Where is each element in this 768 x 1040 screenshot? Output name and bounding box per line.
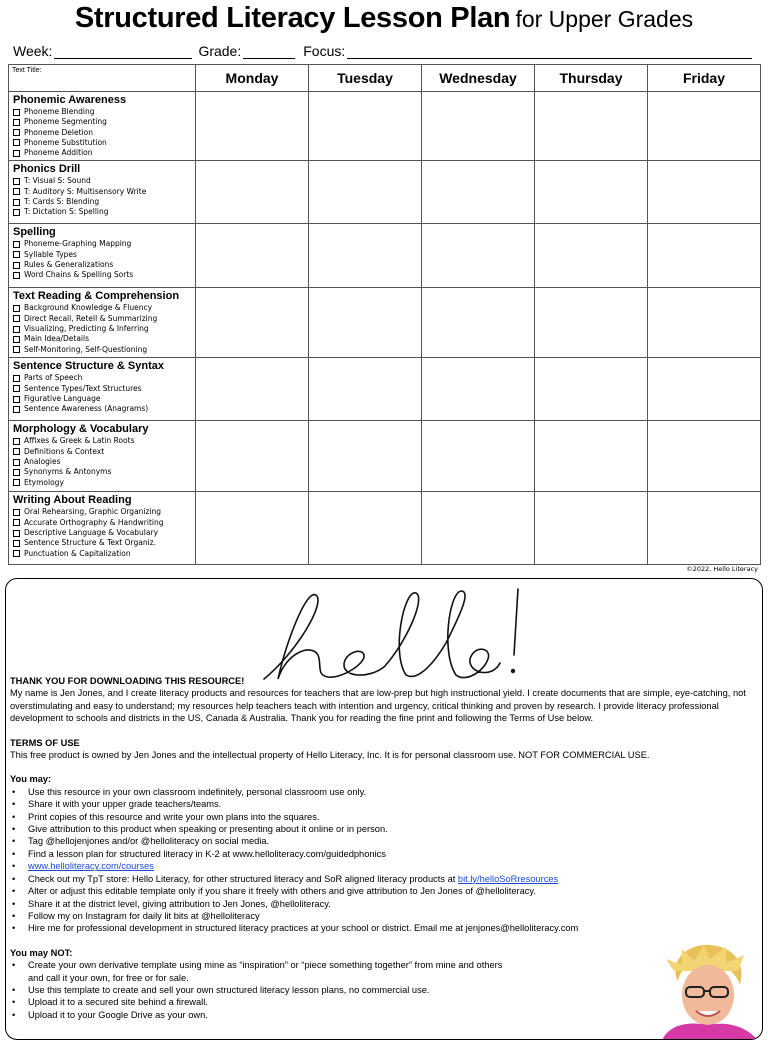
checkbox-icon[interactable] (13, 262, 20, 269)
checkbox-icon[interactable] (13, 199, 20, 206)
week-field[interactable] (54, 46, 192, 59)
checklist-item: Oral Rehearsing, Graphic Organizing (13, 507, 191, 517)
category-cell (9, 358, 196, 421)
plan-cell[interactable] (196, 224, 309, 288)
lesson-plan-table (8, 64, 761, 565)
checklist-item: Synonyms & Antonyms (13, 467, 191, 477)
focus-label: Focus: (303, 43, 346, 59)
day-header: Friday (648, 65, 761, 92)
checklist-item: Definitions & Context (13, 447, 191, 457)
plan-cell[interactable] (309, 224, 422, 288)
plan-cell[interactable] (648, 421, 761, 492)
list-item: • Find a lesson plan for structured literacy in K-2 at www.helloliteracy.com/guidedphonics (10, 848, 755, 860)
focus-field[interactable] (347, 46, 752, 59)
plan-cell[interactable] (535, 492, 648, 565)
plan-cell[interactable] (535, 421, 648, 492)
checklist-item: T: Auditory S: Multisensory Write (13, 187, 191, 197)
checklist-item: Self-Monitoring, Self-Questioning (13, 345, 191, 355)
plan-cell[interactable] (309, 358, 422, 421)
list-item: • Tag @hellojenjones and/or @helloliteracy on social media. (10, 835, 755, 847)
you-may-list (10, 786, 755, 935)
tpt-store-link[interactable]: bit.ly/helloSoRresources (457, 873, 559, 884)
checkbox-icon[interactable] (13, 188, 20, 195)
category-cell (9, 161, 196, 224)
table-row (9, 421, 761, 492)
list-item: • Share it at the district level, giving attribution to Jen Jones, @helloliteracy. (10, 898, 755, 910)
day-header: Thursday (535, 65, 648, 92)
plan-cell[interactable] (648, 224, 761, 288)
checklist-item: Figurative Language (13, 394, 191, 404)
category-heading: Sentence Structure & Syntax (13, 360, 164, 373)
list-item: • Check out my TpT store: Hello Literacy, for other structured literacy and SoR aligned literacy products at bit.ly/helloSoRresources (10, 873, 755, 885)
checkbox-icon[interactable] (13, 209, 20, 216)
intro-text: My name is Jen Jones, and I create literacy products and resources for teachers that are low-prep but high instructional yield. I create documents that are simple, eye-catching, not overstimulating and easy to understand; my resources help teachers teach with intention and urgency, critical thinking and proven by research. I provide literacy professional development to schools and districts in the US, Canada & Australia. Thank you for reading the fine print and following the Terms of Use below. (10, 688, 746, 724)
page-title (0, 2, 768, 35)
checkbox-icon[interactable] (13, 150, 20, 157)
text-title-cell[interactable] (9, 65, 196, 92)
list-item (10, 860, 755, 872)
plan-cell[interactable] (648, 161, 761, 224)
checklist-item: T: Dictation S: Spelling (13, 207, 191, 217)
plan-cell[interactable] (309, 492, 422, 565)
you-may-not-heading: You may NOT: (10, 947, 73, 958)
grade-label: Grade: (198, 43, 242, 59)
category-cell (9, 92, 196, 161)
checkbox-icon[interactable] (13, 448, 20, 455)
checklist-item: Main Idea/Details (13, 334, 191, 344)
plan-cell[interactable] (196, 161, 309, 224)
checkbox-icon[interactable] (13, 129, 20, 136)
plan-cell[interactable] (309, 421, 422, 492)
checkbox-icon[interactable] (13, 530, 20, 537)
checklist-item: Syllable Types (13, 250, 191, 260)
checklist-item: Rules & Generalizations (13, 260, 191, 270)
text-title-label: Text Title: (12, 67, 42, 74)
table-row (9, 492, 761, 565)
checkbox-icon[interactable] (13, 396, 20, 403)
terms-panel (5, 578, 763, 1040)
list-item: • Upload it to your Google Drive as your own. (10, 1009, 755, 1021)
checkbox-icon[interactable] (13, 139, 20, 146)
title-sub: for Upper Grades (515, 6, 694, 32)
checkbox-icon[interactable] (13, 336, 20, 343)
checklist-item: Phoneme Addition (13, 148, 191, 158)
plan-cell[interactable] (196, 421, 309, 492)
copyright-notice: ©2022, Hello Literacy (686, 565, 758, 573)
list-item: • Hire me for professional development in structured literacy practices at your school or district. Email me at jenjones@helloliteracy.com (10, 922, 755, 934)
list-item: • Give attribution to this product when speaking or presenting about it online or in person. (10, 823, 755, 835)
table-row (9, 224, 761, 288)
intro-heading: THANK YOU FOR DOWNLOADING THIS RESOURCE! (10, 676, 245, 686)
checklist-item: Sentence Structure & Text Organiz. (13, 538, 191, 548)
checklist-item: T: Visual S: Sound (13, 176, 191, 186)
checkbox-icon[interactable] (13, 385, 20, 392)
checklist-item: Punctuation & Capitalization (13, 549, 191, 559)
checklist-item: Etymology (13, 478, 191, 488)
category-heading: Morphology & Vocabulary (13, 423, 149, 436)
category-heading: Text Reading & Comprehension (13, 290, 180, 303)
checkbox-icon[interactable] (13, 272, 20, 279)
checklist-item: Analogies (13, 457, 191, 467)
checkbox-icon[interactable] (13, 251, 20, 258)
checkbox-icon[interactable] (13, 109, 20, 116)
checkbox-icon[interactable] (13, 540, 20, 547)
list-item: • Share it with your upper grade teachers/teams. (10, 798, 755, 810)
table-row (9, 92, 761, 161)
plan-cell[interactable] (535, 224, 648, 288)
category-heading: Phonics Drill (13, 163, 81, 176)
checkbox-icon[interactable] (13, 550, 20, 557)
table-row (9, 288, 761, 358)
category-cell (9, 288, 196, 358)
plan-cell[interactable] (422, 288, 535, 358)
list-item: • Print copies of this resource and write your own plans into the squares. (10, 811, 755, 823)
plan-cell[interactable] (196, 358, 309, 421)
you-may-heading: You may: (10, 774, 52, 785)
plan-cell[interactable] (422, 492, 535, 565)
plan-cell[interactable] (648, 288, 761, 358)
terms-text: This free product is owned by Jen Jones and the intellectual property of Hello Literacy, Inc. It is for personal classroom use. NOT FOR COMMERCIAL USE. (10, 750, 650, 761)
plan-cell[interactable] (422, 224, 535, 288)
checklist-item: Word Chains & Spelling Sorts (13, 270, 191, 280)
checklist-item: Direct Recall, Retell & Summarizing (13, 314, 191, 324)
list-item: • Follow my on Instagram for daily lit bits at @helloliteracy (10, 910, 755, 922)
checklist-item: Phoneme Segmenting (13, 117, 191, 127)
plan-cell[interactable] (422, 358, 535, 421)
checklist-item: Accurate Orthography & Handwriting (13, 518, 191, 528)
list-item: • Create your own derivative template using mine as “inspiration” or “piece something together” from mine and others and call it your own, for free or for sale. (10, 959, 755, 984)
checklist-item: Background Knowledge & Fluency (13, 303, 191, 313)
plan-meta-row (13, 43, 753, 59)
plan-cell[interactable] (196, 288, 309, 358)
checkbox-icon[interactable] (13, 305, 20, 312)
checkbox-icon[interactable] (13, 438, 20, 445)
courses-link[interactable]: www.helloliteracy.com/courses (28, 861, 154, 872)
terms-heading: TERMS OF USE (10, 737, 80, 748)
checklist-item: Phoneme-Graphing Mapping (13, 239, 191, 249)
title-main: Structured Literacy Lesson Plan (74, 2, 511, 34)
list-item: • Use this template to create and sell your own structured literacy lesson plans, no commercial use. (10, 984, 755, 996)
checkbox-icon[interactable] (13, 459, 20, 466)
checklist-item: Sentence Awareness (Anagrams) (13, 404, 191, 414)
checkbox-icon[interactable] (13, 519, 20, 526)
checklist-item: Phoneme Substitution (13, 138, 191, 148)
checklist-item: Visualizing, Predicting & Inferring (13, 324, 191, 334)
checkbox-icon[interactable] (13, 406, 20, 413)
plan-cell[interactable] (535, 92, 648, 161)
checkbox-icon[interactable] (13, 119, 20, 126)
checkbox-icon[interactable] (13, 326, 20, 333)
plan-cell[interactable] (422, 92, 535, 161)
list-item: • Upload it to a secured site behind a firewall. (10, 996, 755, 1008)
plan-cell[interactable] (648, 358, 761, 421)
plan-cell[interactable] (535, 288, 648, 358)
day-header: Monday (196, 65, 309, 92)
category-cell (9, 492, 196, 565)
plan-cell[interactable] (309, 288, 422, 358)
plan-cell[interactable] (196, 492, 309, 565)
plan-cell[interactable] (196, 92, 309, 161)
checkbox-icon[interactable] (13, 178, 20, 185)
terms-body (10, 675, 755, 1021)
category-heading: Phonemic Awareness (13, 94, 127, 106)
checklist-item: Descriptive Language & Vocabulary (13, 528, 191, 538)
category-cell (9, 224, 196, 288)
checklist-item: Sentence Types/Text Structures (13, 384, 191, 394)
plan-cell[interactable] (422, 421, 535, 492)
category-heading: Spelling (13, 226, 56, 239)
plan-cell[interactable] (309, 161, 422, 224)
checklist-item: Phoneme Deletion (13, 128, 191, 138)
plan-cell[interactable] (309, 92, 422, 161)
plan-cell[interactable] (535, 358, 648, 421)
table-row (9, 358, 761, 421)
category-heading: Writing About Reading (13, 494, 132, 507)
plan-cell[interactable] (648, 492, 761, 565)
day-header: Tuesday (309, 65, 422, 92)
checklist-item: Affixes & Greek & Latin Roots (13, 436, 191, 446)
checklist-item: Parts of Speech (13, 373, 191, 383)
checkbox-icon[interactable] (13, 469, 20, 476)
plan-cell[interactable] (648, 92, 761, 161)
checkbox-icon[interactable] (13, 241, 20, 248)
list-item: • Use this resource in your own classroom indefinitely, personal classroom use only. (10, 786, 755, 798)
checklist-item: T: Cards S: Blending (13, 197, 191, 207)
checkbox-icon[interactable] (13, 375, 20, 382)
day-header: Wednesday (422, 65, 535, 92)
checklist-item: Phoneme Blending (13, 107, 191, 117)
plan-cell[interactable] (535, 161, 648, 224)
category-cell (9, 421, 196, 492)
you-may-not-list (10, 959, 755, 1021)
grade-field[interactable] (243, 46, 295, 59)
checkbox-icon[interactable] (13, 315, 20, 322)
week-label: Week: (13, 43, 53, 59)
checkbox-icon[interactable] (13, 346, 20, 353)
list-item: • Alter or adjust this editable template only if you share it freely with others and give attribution to Jen Jones of @helloliteracy. (10, 885, 755, 897)
author-photo (648, 941, 760, 1040)
table-row (9, 161, 761, 224)
checkbox-icon[interactable] (13, 509, 20, 516)
plan-cell[interactable] (422, 161, 535, 224)
checkbox-icon[interactable] (13, 479, 20, 486)
hello-script-logo (256, 583, 536, 683)
